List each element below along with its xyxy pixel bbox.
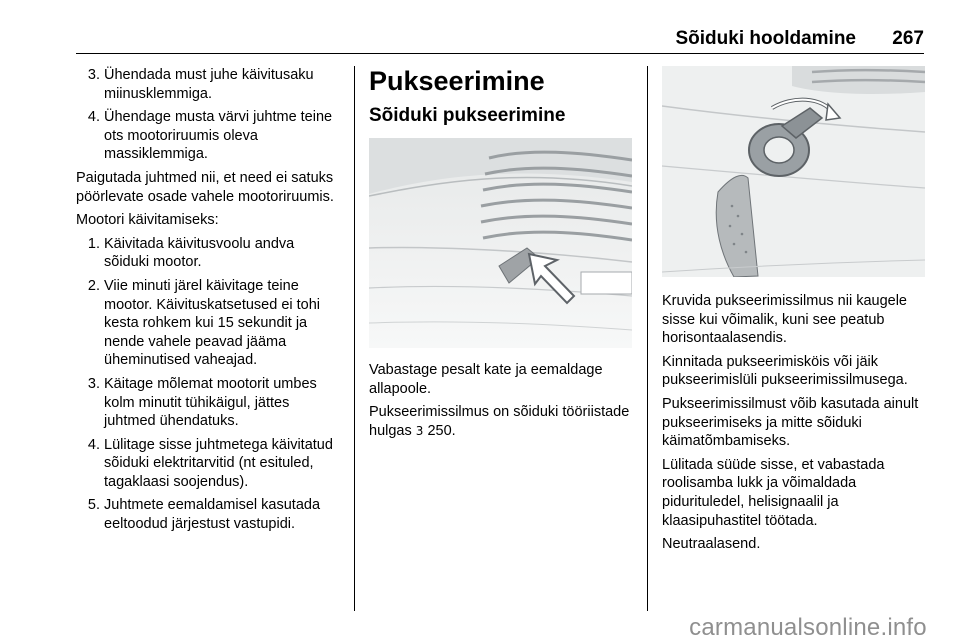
chapter-title: Sõiduki hooldamine [675, 28, 856, 49]
list-text: Ühendada must juhe käivitusaku miinusklemmiga. [104, 67, 314, 102]
column-towing [369, 66, 632, 445]
paragraph: Vabastage pesalt kate ja eemaldage allapoole. [369, 362, 603, 397]
list-text: Käitage mõlemat mootorit umbes kolm minutit tühikäigul, jättes juhtmed ühendatuks. [104, 375, 317, 430]
list-text: Juhtmete eemaldamisel kasutada eeltoodud järjestust vastupidi. [104, 497, 321, 533]
list-number: 2. [87, 277, 100, 294]
list-item [76, 277, 342, 370]
page-number: 267 [892, 28, 924, 49]
column-tow-eye [662, 66, 926, 559]
column-divider-2 [647, 66, 648, 611]
paragraph: Pukseerimissilmust võib kasutada ainult pukseerimiseks ja mitte sõiduki käimatõmbamiseks. [662, 395, 919, 450]
paragraph: Paigutada juhtmed nii, et need ei satuks pöörlevate osade vahele mootoriruumis. [76, 169, 334, 205]
list-number: 5. [87, 497, 100, 514]
section-heading: Pukseerimine [369, 66, 545, 96]
page-reference[interactable]: 250. [427, 422, 456, 439]
list-number: 4. [87, 436, 100, 453]
list-item [76, 66, 342, 103]
list-number: 4. [87, 109, 100, 126]
list-number: 1. [87, 235, 100, 252]
list-text: Ühendage musta värvi juhtme teine ots mootoriruumis oleva massiklemmiga. [104, 109, 333, 163]
list-text: Käivitada käivitusvoolu andva sõiduki mootor. [104, 235, 295, 271]
header-rule [76, 53, 924, 54]
paragraph: Mootori käivitamiseks: [76, 212, 219, 229]
list-item [76, 108, 342, 164]
paragraph [369, 403, 632, 440]
list-text: Viie minuti järel käivitage teine mootor. Käivituskatsetused ei tohi kesta rohkem kui 15 sekundit ja nende vahele peavad jääma üheminutised vaheajad. [104, 277, 321, 369]
list-number: 3. [87, 67, 100, 83]
bumper-cover-illustration [369, 138, 632, 348]
list-text: Lülitage sisse juhtmetega käivitatud sõiduki elektritarvitid (nt esituled, tagaklaasi soojendus). [104, 436, 333, 490]
paragraph: Lülitada süüde sisse, et vabastada roolisamba lukk ja võimaldada pidurituledel, helisignaalil ja klaasipuhastitel töötada. [662, 456, 885, 529]
list-item [76, 436, 342, 492]
column-jump-start [76, 66, 342, 539]
paragraph: Kruvida pukseerimissilmus nii kaugele sisse kui võimalik, kuni see peatub horisontaalasendis. [662, 293, 907, 347]
watermark-text: carmanualsonline.info [689, 614, 927, 641]
section-subheading: Sõiduki pukseerimine [369, 105, 566, 126]
list-item [76, 235, 342, 272]
page-reference-arrow-icon: 3 [415, 423, 424, 438]
list-number: 3. [87, 375, 100, 392]
paragraph-text: Pukseerimissilmus on sõiduki tööriistade hulgas [369, 404, 630, 439]
tow-eye-illustration [662, 66, 925, 277]
paragraph: Kinnitada pukseerimisköis või jäik pukseerimislüli pukseerimissilmusega. [662, 353, 908, 389]
paragraph: Neutraalasend. [662, 536, 761, 553]
column-divider-1 [354, 66, 355, 611]
list-item [76, 375, 342, 431]
list-item [76, 496, 342, 533]
